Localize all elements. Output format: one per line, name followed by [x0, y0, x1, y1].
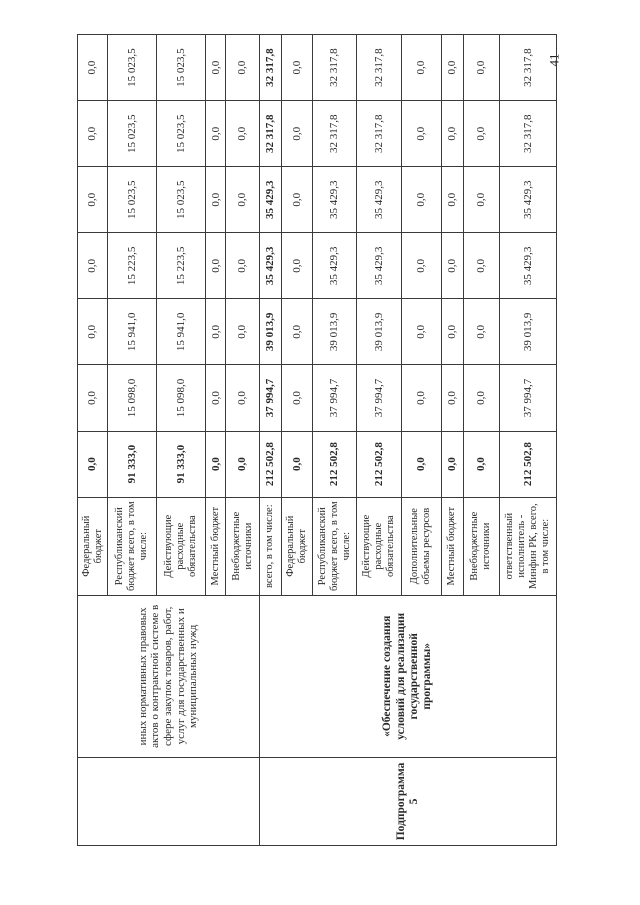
budget-value-cell: 0,0 [401, 101, 441, 167]
budget-value-cell: 212 502,8 [259, 431, 281, 497]
funding-source-label: Дополнительные объемы ресурсов [401, 497, 441, 595]
budget-value-cell: 39 013,9 [499, 299, 556, 365]
budget-value-cell: 32 317,8 [357, 35, 402, 101]
budget-value-cell: 0,0 [441, 35, 463, 101]
budget-value-cell: 32 317,8 [499, 35, 556, 101]
budget-value-cell: 0,0 [464, 299, 500, 365]
budget-value-cell: 0,0 [282, 35, 313, 101]
budget-value-cell: 212 502,8 [313, 431, 357, 497]
funding-source-label: ответственный исполнитель - Минфин РК, всего, в том числе: [499, 497, 556, 595]
top-section-title: иных нормативных правовых актов о контрактной системе в сфере закупок товаров, работ, услуг для государственных и муниципальных нужд [78, 595, 260, 757]
budget-value-cell: 0,0 [401, 233, 441, 299]
budget-value-cell: 0,0 [78, 233, 108, 299]
budget-value-cell: 35 429,3 [499, 233, 556, 299]
funding-source-label: Внебюджетные источники [464, 497, 500, 595]
budget-value-cell: 32 317,8 [313, 101, 357, 167]
budget-value-cell: 35 429,3 [357, 233, 402, 299]
budget-value-cell: 0,0 [206, 299, 226, 365]
budget-value-cell: 0,0 [226, 365, 259, 431]
funding-source-label: Республиканский бюджет всего, в том числе: [313, 497, 357, 595]
budget-value-cell: 15 023,5 [157, 35, 206, 101]
budget-value-cell: 212 502,8 [357, 431, 402, 497]
funding-source-label: Федеральный бюджет [78, 497, 108, 595]
funding-source-label: Действующие расходные обязательства [357, 497, 402, 595]
budget-value-cell: 32 317,8 [357, 101, 402, 167]
budget-table-rotated [77, 34, 557, 846]
funding-source-label: Республиканский бюджет всего, в том числе: [108, 497, 157, 595]
top-section-code-cell [78, 757, 260, 845]
budget-value-cell: 0,0 [282, 299, 313, 365]
budget-value-cell: 0,0 [78, 431, 108, 497]
table-row [78, 35, 108, 846]
funding-source-label: Местный бюджет [441, 497, 463, 595]
budget-value-cell: 0,0 [464, 365, 500, 431]
budget-value-cell: 0,0 [206, 365, 226, 431]
budget-value-cell: 35 429,3 [499, 167, 556, 233]
budget-value-cell: 15 023,5 [108, 35, 157, 101]
budget-value-cell: 0,0 [226, 431, 259, 497]
funding-source-label: Внебюджетные источники [226, 497, 259, 595]
budget-value-cell: 0,0 [226, 233, 259, 299]
budget-value-cell: 0,0 [78, 299, 108, 365]
budget-value-cell: 39 013,9 [313, 299, 357, 365]
budget-value-cell: 0,0 [441, 299, 463, 365]
budget-value-cell: 0,0 [226, 167, 259, 233]
budget-value-cell: 0,0 [226, 35, 259, 101]
budget-value-cell: 0,0 [401, 431, 441, 497]
budget-value-cell: 0,0 [464, 101, 500, 167]
budget-value-cell: 35 429,3 [313, 233, 357, 299]
funding-source-label: Местный бюджет [206, 497, 226, 595]
budget-value-cell: 0,0 [226, 299, 259, 365]
budget-value-cell: 15 023,5 [157, 167, 206, 233]
budget-value-cell: 15 023,5 [108, 101, 157, 167]
budget-value-cell: 32 317,8 [259, 101, 281, 167]
subprogram-title: «Обеспечение создания условий для реализации государственной программы» [259, 595, 556, 757]
budget-value-cell: 0,0 [282, 431, 313, 497]
budget-value-cell: 91 333,0 [157, 431, 206, 497]
funding-source-label: Действующие расходные обязательства [157, 497, 206, 595]
budget-value-cell: 0,0 [206, 431, 226, 497]
table-row [259, 35, 281, 846]
budget-value-cell: 0,0 [464, 431, 500, 497]
budget-value-cell: 0,0 [78, 167, 108, 233]
budget-value-cell: 32 317,8 [259, 35, 281, 101]
budget-value-cell: 0,0 [464, 35, 500, 101]
budget-value-cell: 91 333,0 [108, 431, 157, 497]
budget-value-cell: 0,0 [282, 233, 313, 299]
budget-value-cell: 0,0 [78, 365, 108, 431]
budget-value-cell: 35 429,3 [357, 167, 402, 233]
budget-value-cell: 0,0 [401, 167, 441, 233]
budget-value-cell: 0,0 [282, 101, 313, 167]
budget-value-cell: 212 502,8 [499, 431, 556, 497]
budget-value-cell: 0,0 [206, 167, 226, 233]
budget-value-cell: 15 941,0 [108, 299, 157, 365]
budget-value-cell: 0,0 [401, 35, 441, 101]
budget-value-cell: 15 098,0 [157, 365, 206, 431]
budget-value-cell: 37 994,7 [313, 365, 357, 431]
budget-value-cell: 15 098,0 [108, 365, 157, 431]
budget-value-cell: 0,0 [226, 101, 259, 167]
budget-value-cell: 0,0 [282, 365, 313, 431]
budget-value-cell: 39 013,9 [357, 299, 402, 365]
budget-value-cell: 0,0 [401, 365, 441, 431]
budget-value-cell: 0,0 [441, 101, 463, 167]
budget-value-cell: 15 941,0 [157, 299, 206, 365]
budget-value-cell: 0,0 [206, 35, 226, 101]
budget-value-cell: 0,0 [206, 101, 226, 167]
budget-value-cell: 0,0 [464, 233, 500, 299]
budget-value-cell: 0,0 [206, 233, 226, 299]
page-number: 41 [546, 53, 562, 67]
budget-value-cell: 0,0 [441, 233, 463, 299]
budget-value-cell: 0,0 [401, 299, 441, 365]
budget-value-cell: 37 994,7 [499, 365, 556, 431]
budget-table-body [78, 35, 557, 846]
budget-value-cell: 35 429,3 [259, 233, 281, 299]
budget-value-cell: 0,0 [464, 167, 500, 233]
funding-source-label: Федеральный бюджет [282, 497, 313, 595]
budget-value-cell: 15 223,5 [108, 233, 157, 299]
budget-value-cell: 37 994,7 [259, 365, 281, 431]
budget-value-cell: 15 223,5 [157, 233, 206, 299]
budget-value-cell: 32 317,8 [499, 101, 556, 167]
budget-value-cell: 0,0 [441, 365, 463, 431]
budget-value-cell: 39 013,9 [259, 299, 281, 365]
subprogram-code: Подпрограмма 5 [259, 757, 556, 845]
budget-value-cell: 35 429,3 [259, 167, 281, 233]
budget-value-cell: 0,0 [78, 101, 108, 167]
budget-value-cell: 32 317,8 [313, 35, 357, 101]
budget-value-cell: 0,0 [441, 431, 463, 497]
budget-value-cell: 0,0 [78, 35, 108, 101]
budget-table [77, 34, 557, 846]
budget-value-cell: 37 994,7 [357, 365, 402, 431]
funding-source-label: всего, в том числе: [259, 497, 281, 595]
budget-value-cell: 15 023,5 [108, 167, 157, 233]
budget-value-cell: 35 429,3 [313, 167, 357, 233]
budget-value-cell: 0,0 [441, 167, 463, 233]
budget-value-cell: 15 023,5 [157, 101, 206, 167]
budget-value-cell: 0,0 [282, 167, 313, 233]
